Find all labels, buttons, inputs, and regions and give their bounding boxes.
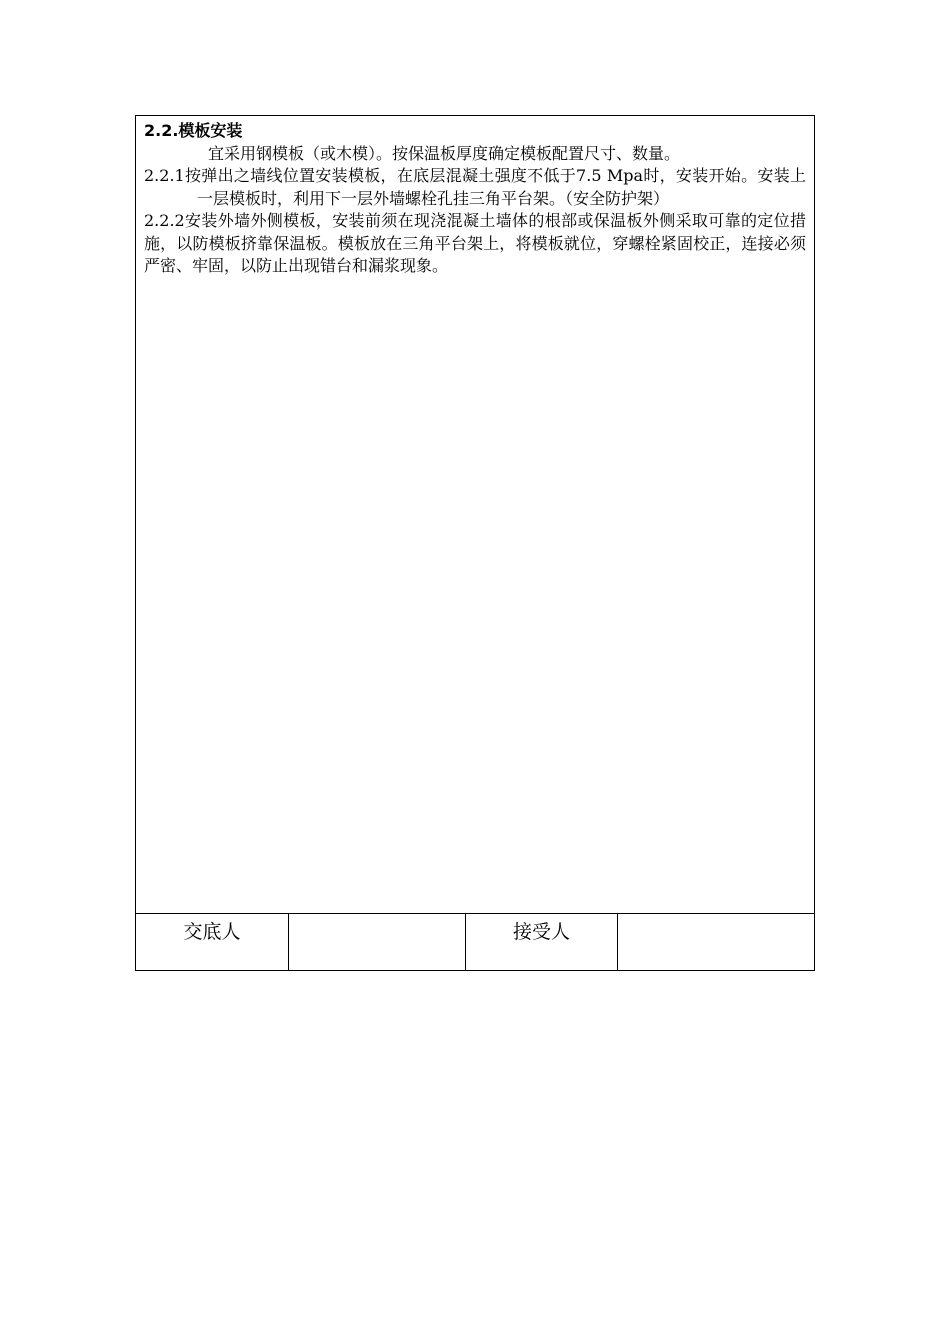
signature-row <box>136 914 814 970</box>
handover-label: 交底人 <box>136 914 289 970</box>
item-2-2-1: 2.2.1按弹出之墙线位置安装模板，在底层混凝土强度不低于7.5 Mpa时，安装开始。安装上一层模板时，利用下一层外墙螺栓孔挂三角平台架。（安全防护架） <box>144 166 806 208</box>
item-2-2-2: 2.2.2安装外墙外侧模板，安装前须在现浇混凝土墙体的根部或保温板外侧采取可靠的定位措施，以防模板挤靠保温板。模板放在三角平台架上，将模板就位，穿螺栓紧固校正，连接必须严密、牢固，以防止出现错台和漏浆现象。 <box>144 211 806 275</box>
handover-signature-field[interactable] <box>289 914 466 970</box>
section-heading: 2.2.模板安装 <box>144 121 243 140</box>
disclosure-table <box>135 115 815 971</box>
content-cell <box>136 116 814 914</box>
receiver-signature-field[interactable] <box>618 914 814 970</box>
intro-paragraph: 宜采用钢模板（或木模）。按保温板厚度确定模板配置尺寸、数量。 <box>208 143 681 163</box>
receiver-label: 接受人 <box>466 914 618 970</box>
